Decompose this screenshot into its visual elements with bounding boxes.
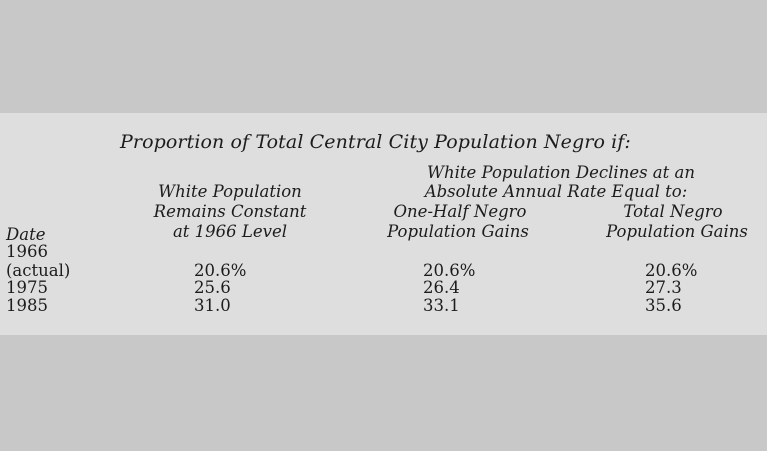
col-constant-header-line-3: at 1966 Level (172, 222, 288, 241)
row-1985-total: 35.6 (645, 296, 682, 315)
col-total-header-line-1: Total Negro (623, 202, 723, 221)
row-1985-date: 1985 (6, 296, 48, 315)
col-constant-header-line-2: Remains Constant (153, 202, 307, 221)
row-1966-date-line-2: (actual) (6, 261, 71, 280)
row-1966-date-line-1: 1966 (6, 242, 48, 261)
row-1975-constant: 25.6 (194, 278, 231, 297)
col-half-header-line-1: One-Half Negro (393, 202, 527, 221)
row-1975-total: 27.3 (645, 278, 682, 297)
row-1985-half: 33.1 (423, 296, 460, 315)
row-1985-constant: 31.0 (194, 296, 231, 315)
col-half-header-line-2: Population Gains (387, 222, 529, 241)
group-header-line-1: White Population Declines at an (427, 163, 695, 182)
row-1966-total: 20.6% (645, 261, 698, 280)
row-1975-date: 1975 (6, 278, 48, 297)
row-1966-constant: 20.6% (194, 261, 247, 280)
col-total-header-line-2: Population Gains (606, 222, 748, 241)
col-date-header: Date (6, 225, 46, 244)
row-1966-half: 20.6% (423, 261, 476, 280)
document-scan (0, 113, 767, 335)
row-1975-half: 26.4 (423, 278, 460, 297)
col-constant-header-line-1: White Population (158, 182, 302, 201)
table-title: Proportion of Total Central City Population Negro if: (120, 131, 631, 153)
group-header-line-2: Absolute Annual Rate Equal to: (424, 182, 688, 201)
